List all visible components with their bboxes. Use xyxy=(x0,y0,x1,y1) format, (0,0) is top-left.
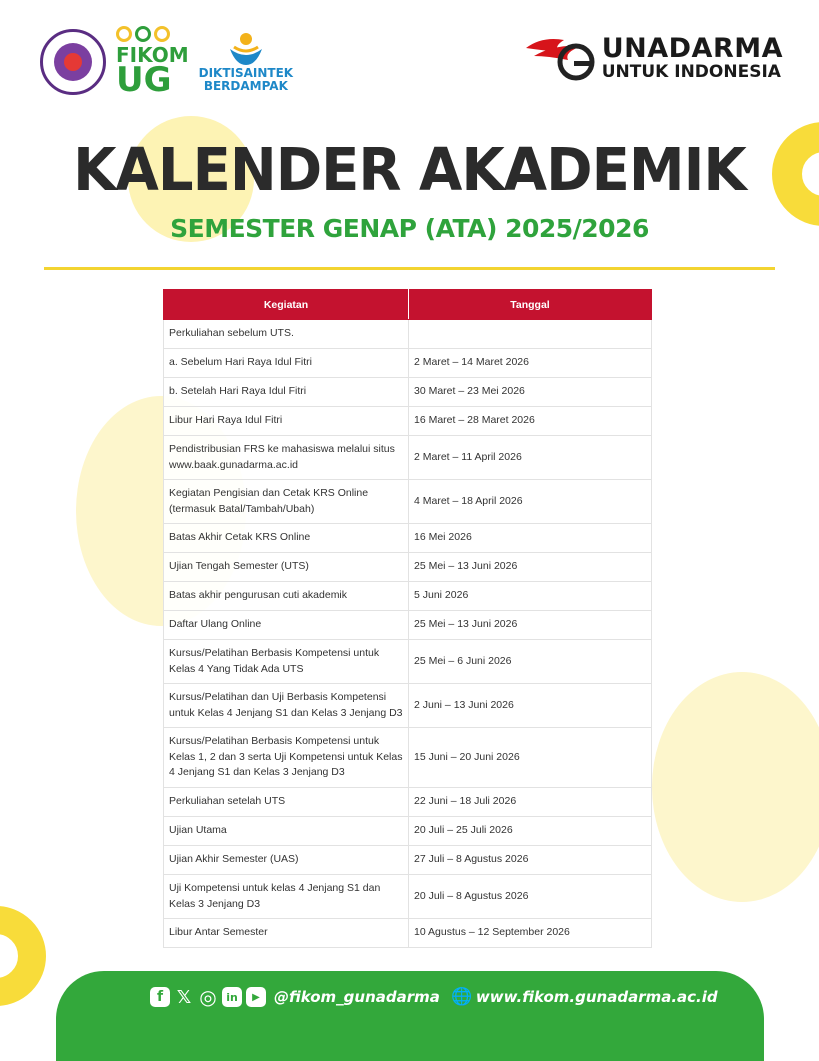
cell-tanggal: 30 Maret – 23 Mei 2026 xyxy=(409,378,652,407)
decor-circle-right xyxy=(652,672,819,902)
cell-tanggal: 20 Juli – 25 Juli 2026 xyxy=(409,817,652,846)
instagram-icon[interactable]: ◎ xyxy=(199,985,217,1009)
cell-kegiatan: Kegiatan Pengisian dan Cetak KRS Online (termasuk Batal/Tambah/Ubah) xyxy=(164,480,409,524)
cell-tanggal: 25 Mei – 6 Juni 2026 xyxy=(409,640,652,684)
table-row xyxy=(164,875,652,919)
cell-tanggal: 2 Maret – 11 April 2026 xyxy=(409,436,652,480)
table-row xyxy=(164,553,652,582)
cell-tanggal xyxy=(409,320,652,349)
column-header-kegiatan: Kegiatan xyxy=(164,290,409,320)
seal-inner xyxy=(54,43,92,81)
table-row xyxy=(164,436,652,480)
table-row xyxy=(164,524,652,553)
ug-text: UG xyxy=(116,60,172,100)
cell-kegiatan: a. Sebelum Hari Raya Idul Fitri xyxy=(164,349,409,378)
cell-tanggal: 25 Mei – 13 Juni 2026 xyxy=(409,553,652,582)
academic-calendar-table xyxy=(163,289,652,948)
column-header-tanggal: Tanggal xyxy=(409,290,652,320)
table-row xyxy=(164,788,652,817)
fikom-text: FIKOM xyxy=(116,43,189,67)
header-logos-left xyxy=(40,26,294,100)
table-row xyxy=(164,320,652,349)
table-row xyxy=(164,378,652,407)
table-row xyxy=(164,349,652,378)
table-row xyxy=(164,919,652,948)
cell-tanggal: 10 Agustus – 12 September 2026 xyxy=(409,919,652,948)
cell-tanggal: 22 Juni – 18 Juli 2026 xyxy=(409,788,652,817)
cell-kegiatan: Ujian Akhir Semester (UAS) xyxy=(164,846,409,875)
cell-tanggal: 2 Maret – 14 Maret 2026 xyxy=(409,349,652,378)
diktisaintek-emblem-icon xyxy=(226,31,266,67)
cell-kegiatan: Ujian Utama xyxy=(164,817,409,846)
cell-kegiatan: Ujian Tengah Semester (UTS) xyxy=(164,553,409,582)
gunadarma-g-emblem-icon xyxy=(524,34,596,82)
cell-tanggal: 15 Juni – 20 Juni 2026 xyxy=(409,728,652,788)
cell-tanggal: 20 Juli – 8 Agustus 2026 xyxy=(409,875,652,919)
cell-kegiatan: Kursus/Pelatihan Berbasis Kompetensi untuk Kelas 1, 2 dan 3 serta Uji Kompetensi untuk Kelas 4 Jenjang S1 dan Kelas 3 Jenjang D3 xyxy=(164,728,409,788)
youtube-icon[interactable]: ▶ xyxy=(246,987,266,1007)
gunadarma-brand-logo xyxy=(524,34,783,82)
page-title: KALENDER AKADEMIK xyxy=(73,136,746,205)
table-header-row xyxy=(164,290,652,320)
divider-line xyxy=(44,267,775,270)
cell-kegiatan: Perkuliahan sebelum UTS. xyxy=(164,320,409,349)
cell-tanggal: 4 Maret – 18 April 2026 xyxy=(409,480,652,524)
footer-bar xyxy=(56,971,764,1061)
table-row xyxy=(164,684,652,728)
berdampak-text: BERDAMPAK xyxy=(203,78,288,93)
table-row xyxy=(164,846,652,875)
cell-kegiatan: Batas Akhir Cetak KRS Online xyxy=(164,524,409,553)
brand-unadarma-text: UNADARMA xyxy=(601,33,783,64)
seal-core xyxy=(64,53,82,71)
table-row xyxy=(164,407,652,436)
cell-kegiatan: Kursus/Pelatihan dan Uji Berbasis Kompetensi untuk Kelas 4 Jenjang S1 dan Kelas 3 Jenjang D3 xyxy=(164,684,409,728)
cell-kegiatan: Uji Kompetensi untuk kelas 4 Jenjang S1 dan Kelas 3 Jenjang D3 xyxy=(164,875,409,919)
page-subtitle: SEMESTER GENAP (ATA) 2025/2026 xyxy=(170,214,649,243)
cell-tanggal: 25 Mei – 13 Juni 2026 xyxy=(409,611,652,640)
footer-contacts xyxy=(150,987,718,1007)
diktisaintek-text: DIKTISAINTEK xyxy=(198,65,294,80)
cell-kegiatan: Libur Antar Semester xyxy=(164,919,409,948)
facebook-icon[interactable]: f xyxy=(150,987,170,1007)
university-seal-logo xyxy=(40,29,106,95)
diktisaintek-logo xyxy=(199,31,294,92)
website-link[interactable]: www.fikom.gunadarma.ac.id xyxy=(475,988,718,1006)
cell-kegiatan: Kursus/Pelatihan Berbasis Kompetensi untuk Kelas 4 Yang Tidak Ada UTS xyxy=(164,640,409,684)
cell-kegiatan: Pendistribusian FRS ke mahasiswa melalui situs www.baak.gunadarma.ac.id xyxy=(164,436,409,480)
table-row xyxy=(164,640,652,684)
table-row xyxy=(164,480,652,524)
x-twitter-icon[interactable]: 𝕏 xyxy=(176,986,192,1008)
cell-kegiatan: Batas akhir pengurusan cuti akademik xyxy=(164,582,409,611)
cell-tanggal: 2 Juni – 13 Juni 2026 xyxy=(409,684,652,728)
cell-tanggal: 5 Juni 2026 xyxy=(409,582,652,611)
cell-tanggal: 16 Maret – 28 Maret 2026 xyxy=(409,407,652,436)
fikom-rings-icon xyxy=(116,26,189,42)
cell-kegiatan: Perkuliahan setelah UTS xyxy=(164,788,409,817)
brand-untuk-indonesia-text: UNTUK INDONESIA xyxy=(601,62,781,82)
cell-kegiatan: Libur Hari Raya Idul Fitri xyxy=(164,407,409,436)
table-row xyxy=(164,611,652,640)
table-row xyxy=(164,817,652,846)
cell-kegiatan: Daftar Ulang Online xyxy=(164,611,409,640)
cell-tanggal: 27 Juli – 8 Agustus 2026 xyxy=(409,846,652,875)
linkedin-icon[interactable]: in xyxy=(222,987,242,1007)
table-row xyxy=(164,582,652,611)
social-handle-link[interactable]: @fikom_gunadarma xyxy=(274,988,440,1006)
cell-kegiatan: b. Setelah Hari Raya Idul Fitri xyxy=(164,378,409,407)
decor-ring-bottom-left xyxy=(0,906,46,1006)
globe-icon: 🌐 xyxy=(451,987,473,1007)
cell-tanggal: 16 Mei 2026 xyxy=(409,524,652,553)
table-row xyxy=(164,728,652,788)
fikom-ug-logo xyxy=(116,26,189,100)
